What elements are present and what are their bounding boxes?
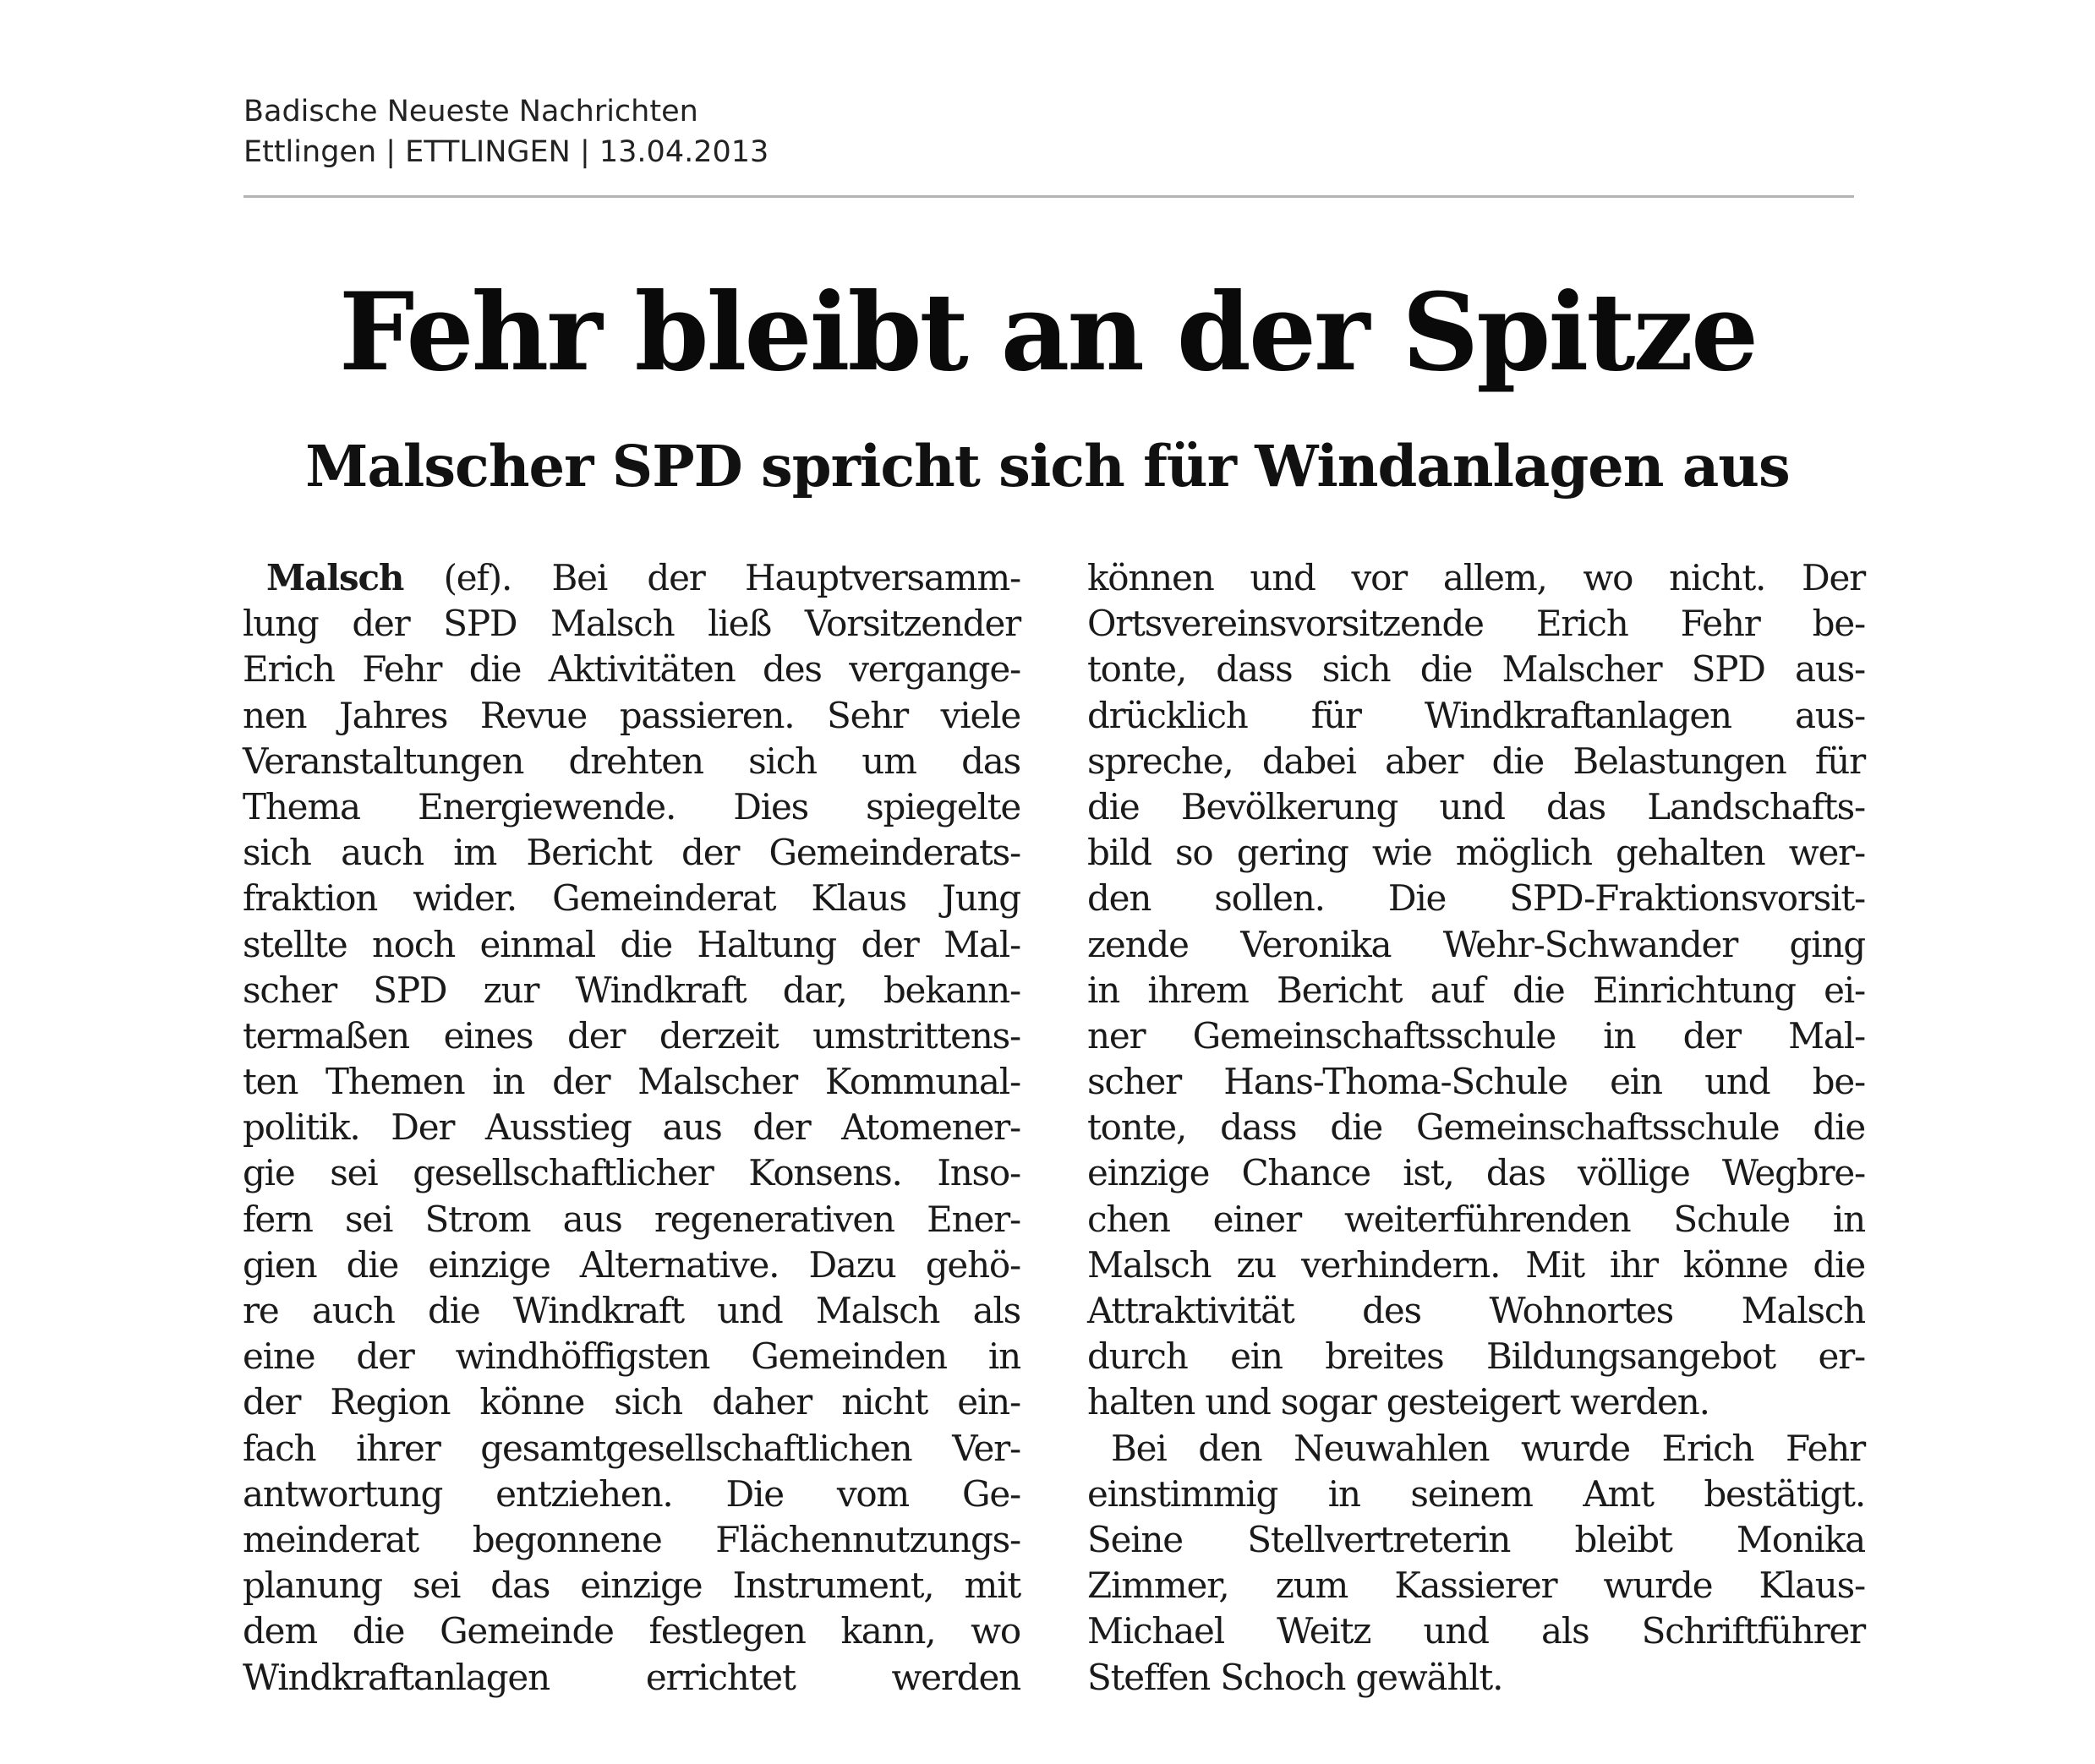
dateline: Malsch — [266, 557, 404, 598]
text-line: gien die einzige Alternative. Dazu gehö- — [243, 1243, 1020, 1286]
text-line: Erich Fehr die Aktivitäten des vergange- — [243, 648, 1020, 691]
edition-date-line: Ettlingen | ETTLINGEN | 13.04.2013 — [243, 135, 769, 169]
text-line: lung der SPD Malsch ließ Vorsitzender — [243, 603, 1020, 645]
text-line: termaßen eines der derzeit umstrittens- — [243, 1014, 1020, 1057]
text-line: Thema Energiewende. Dies spiegelte — [243, 785, 1020, 827]
text-line: ten Themen in der Malscher Kommunal- — [243, 1061, 1020, 1103]
text-line — [243, 555, 1020, 601]
text-line: einstimmig in seinem Amt bestätigt. — [1087, 1472, 1865, 1515]
text-line: Windkraftanlagen errichtet werden — [243, 1656, 1020, 1698]
text-line-fragment: (ef). Bei der Hauptversamm- — [403, 557, 1020, 598]
source-info — [243, 91, 769, 172]
text-line: ner Gemeinschaftsschule in der Mal- — [1087, 1014, 1865, 1057]
text-line: scher SPD zur Windkraft dar, bekann- — [243, 969, 1020, 1011]
text-line: politik. Der Ausstieg aus der Atomener- — [243, 1106, 1020, 1149]
article-subheadline: Malscher SPD spricht sich für Windanlagen aus — [305, 433, 1790, 500]
text-line: planung sei das einzige Instrument, mit — [243, 1565, 1020, 1607]
text-line: Seine Stellvertreterin bleibt Monika — [1087, 1518, 1865, 1560]
article-column-right — [1087, 555, 1865, 1701]
text-line: drücklich für Windkraftanlagen aus- — [1087, 694, 1865, 736]
text-line: gie sei gesellschaftlicher Konsens. Inso- — [243, 1152, 1020, 1194]
article-headline: Fehr bleibt an der Spitze — [338, 270, 1757, 395]
text-line: eine der windhöffigsten Gemeinden in — [243, 1335, 1020, 1378]
text-line: die Bevölkerung und das Landschafts- — [1087, 785, 1865, 827]
text-line: der Region könne sich daher nicht ein- — [243, 1381, 1020, 1423]
text-line: Steffen Schoch gewählt. — [1087, 1656, 1503, 1698]
text-line: tonte, dass sich die Malscher SPD aus- — [1087, 648, 1865, 691]
text-line: Ortsvereinsvorsitzende Erich Fehr be- — [1087, 603, 1865, 645]
text-line: Veranstaltungen drehten sich um das — [243, 740, 1020, 782]
text-line: Malsch zu verhindern. Mit ihr könne die — [1087, 1243, 1865, 1286]
text-line: stellte noch einmal die Haltung der Mal- — [243, 923, 1020, 965]
text-line: Attraktivität des Wohnortes Malsch — [1087, 1290, 1865, 1331]
text-line: antwortung entziehen. Die vom Ge- — [243, 1472, 1020, 1515]
text-line: zende Veronika Wehr-Schwander ging — [1087, 923, 1865, 965]
text-line: spreche, dabei aber die Belastungen für — [1087, 740, 1865, 782]
text-line: Bei den Neuwahlen wurde Erich Fehr — [1111, 1427, 1865, 1469]
text-line: in ihrem Bericht auf die Einrichtung ei- — [1087, 969, 1865, 1011]
text-line: tonte, dass die Gemeinschaftsschule die — [1087, 1106, 1865, 1149]
text-line: dem die Gemeinde festlegen kann, wo — [243, 1610, 1020, 1652]
text-line: bild so gering wie möglich gehalten wer- — [1087, 832, 1865, 874]
text-line: meinderat begonnene Flächennutzungs- — [243, 1518, 1020, 1560]
text-line: den sollen. Die SPD-Fraktionsvorsit- — [1087, 877, 1865, 920]
text-line: Michael Weitz und als Schriftführer — [1087, 1610, 1865, 1652]
text-line: fraktion wider. Gemeinderat Klaus Jung — [243, 877, 1020, 920]
text-line: einzige Chance ist, das völlige Wegbre- — [1087, 1152, 1865, 1194]
text-line: scher Hans-Thoma-Schule ein und be- — [1087, 1061, 1865, 1103]
text-line: re auch die Windkraft und Malsch als — [243, 1290, 1020, 1331]
text-line: fern sei Strom aus regenerativen Ener- — [243, 1198, 1020, 1240]
text-line: Zimmer, zum Kassierer wurde Klaus- — [1087, 1565, 1865, 1607]
text-line: fach ihrer gesamtgesellschaftlichen Ver- — [243, 1427, 1020, 1469]
article-column-left — [243, 555, 1020, 1701]
publication-name: Badische Neueste Nachrichten — [243, 95, 698, 128]
text-line: können und vor allem, wo nicht. Der — [1087, 557, 1865, 598]
text-line: sich auch im Bericht der Gemeinderats- — [243, 832, 1020, 874]
text-line: chen einer weiterführenden Schule in — [1087, 1198, 1865, 1240]
header-divider — [243, 195, 1854, 198]
text-line: durch ein breites Bildungsangebot er- — [1087, 1335, 1865, 1378]
text-line: halten und sogar gesteigert werden. — [1087, 1381, 1709, 1423]
text-line: nen Jahres Revue passieren. Sehr viele — [243, 694, 1020, 736]
